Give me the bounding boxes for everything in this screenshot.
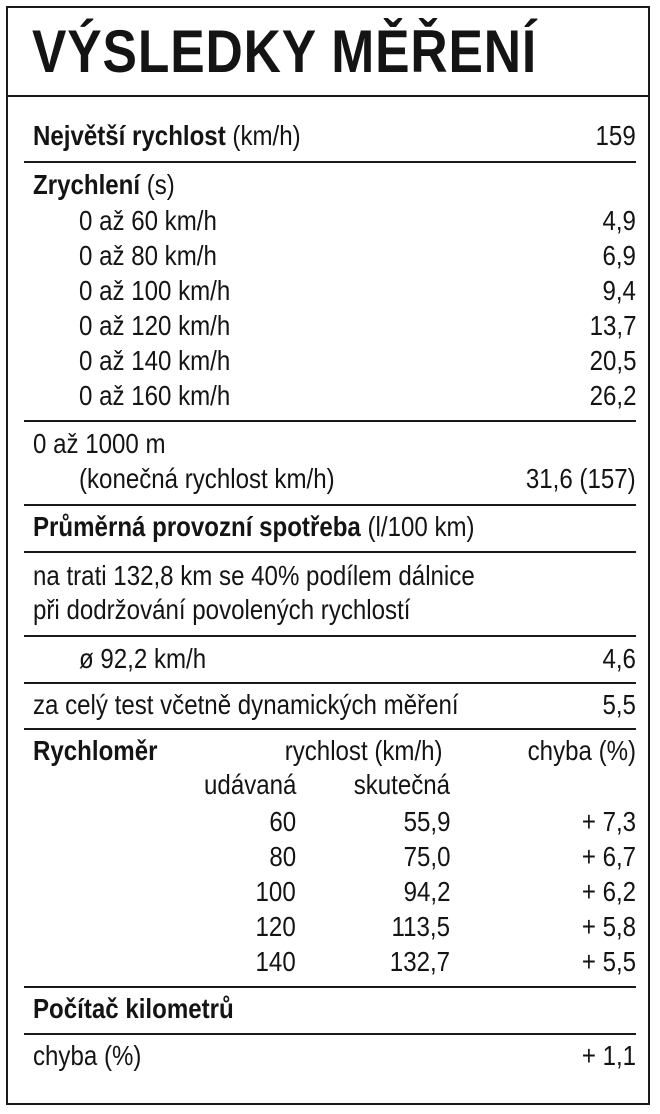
speedometer-error: + 5,5 (581, 946, 636, 977)
divider (24, 420, 636, 422)
km-run-value: 31,6 (157) (526, 463, 636, 494)
divider (24, 635, 636, 637)
speedometer-label: Rychloměr (33, 735, 158, 766)
acceleration-row-label: 0 až 140 km/h (79, 345, 231, 376)
consumption-note-1: na trati 132,8 km se 40% podílem dálnice (33, 560, 475, 591)
speedometer-error: + 6,7 (581, 841, 636, 872)
title-bar (6, 6, 650, 97)
speedometer-actual: 132,7 (389, 946, 450, 977)
divider (24, 161, 636, 163)
odometer-label: Počítač kilometrů (33, 993, 234, 1024)
speedometer-indicated: 140 (255, 946, 296, 977)
total-consumption-value: 5,5 (602, 689, 636, 720)
col-speed-header: rychlost (km/h) (285, 735, 443, 766)
acceleration-label: Zrychlení (33, 169, 141, 200)
odometer-error-label: chyba (%) (33, 1040, 142, 1071)
col-indicated-header: udávaná (203, 769, 296, 800)
max-speed-row (33, 122, 301, 150)
col-actual-header: skutečná (353, 769, 450, 800)
total-consumption-label: za celý test včetně dynamických měření (33, 689, 459, 720)
acceleration-row-label: 0 až 160 km/h (79, 380, 231, 411)
consumption-header (33, 513, 475, 541)
speedometer-indicated: 80 (269, 841, 296, 872)
max-speed-label: Největší rychlost (33, 120, 226, 151)
acceleration-header (33, 171, 175, 199)
odometer-error-value: + 1,1 (581, 1040, 636, 1071)
acceleration-row-value: 6,9 (602, 240, 636, 271)
speedometer-indicated: 100 (255, 876, 296, 907)
consumption-note-2: při dodržování povolených rychlostí (33, 594, 411, 625)
speedometer-actual: 75,0 (403, 841, 450, 872)
speedometer-indicated: 120 (255, 911, 296, 942)
acceleration-row-label: 0 až 80 km/h (79, 240, 217, 271)
divider (24, 504, 636, 506)
avg-speed-label: ø 92,2 km/h (79, 643, 207, 674)
acceleration-unit: (s) (146, 169, 175, 200)
consumption-unit: (l/100 km) (367, 511, 475, 542)
acceleration-row-value: 20,5 (589, 345, 636, 376)
max-speed-unit: (km/h) (232, 120, 301, 151)
km-run-sublabel: (konečná rychlost km/h) (79, 463, 335, 494)
acceleration-row-value: 13,7 (589, 310, 636, 341)
consumption-label: Průměrná provozní spotřeba (33, 511, 361, 542)
acceleration-row-value: 4,9 (602, 205, 636, 236)
divider (24, 986, 636, 988)
acceleration-row-label: 0 až 60 km/h (79, 205, 217, 236)
col-error-header: chyba (%) (527, 735, 636, 766)
avg-consumption-value: 4,6 (602, 643, 636, 674)
divider (24, 728, 636, 730)
acceleration-row-label: 0 až 100 km/h (79, 275, 231, 306)
speedometer-actual: 55,9 (403, 806, 450, 837)
max-speed-value: 159 (595, 120, 636, 151)
speedometer-error: + 7,3 (581, 806, 636, 837)
divider (24, 1033, 636, 1035)
speedometer-error: + 6,2 (581, 876, 636, 907)
divider (24, 682, 636, 684)
speedometer-actual: 94,2 (403, 876, 450, 907)
page-title: VÝSLEDKY MĚŘENÍ (32, 18, 538, 85)
speedometer-actual: 113,5 (391, 911, 450, 942)
acceleration-row-value: 9,4 (602, 275, 636, 306)
speedometer-indicated: 60 (269, 806, 296, 837)
km-run-label: 0 až 1000 m (33, 428, 166, 459)
acceleration-row-label: 0 až 120 km/h (79, 310, 231, 341)
speedometer-error: + 5,8 (581, 911, 636, 942)
acceleration-row-value: 26,2 (589, 380, 636, 411)
divider (24, 551, 636, 553)
